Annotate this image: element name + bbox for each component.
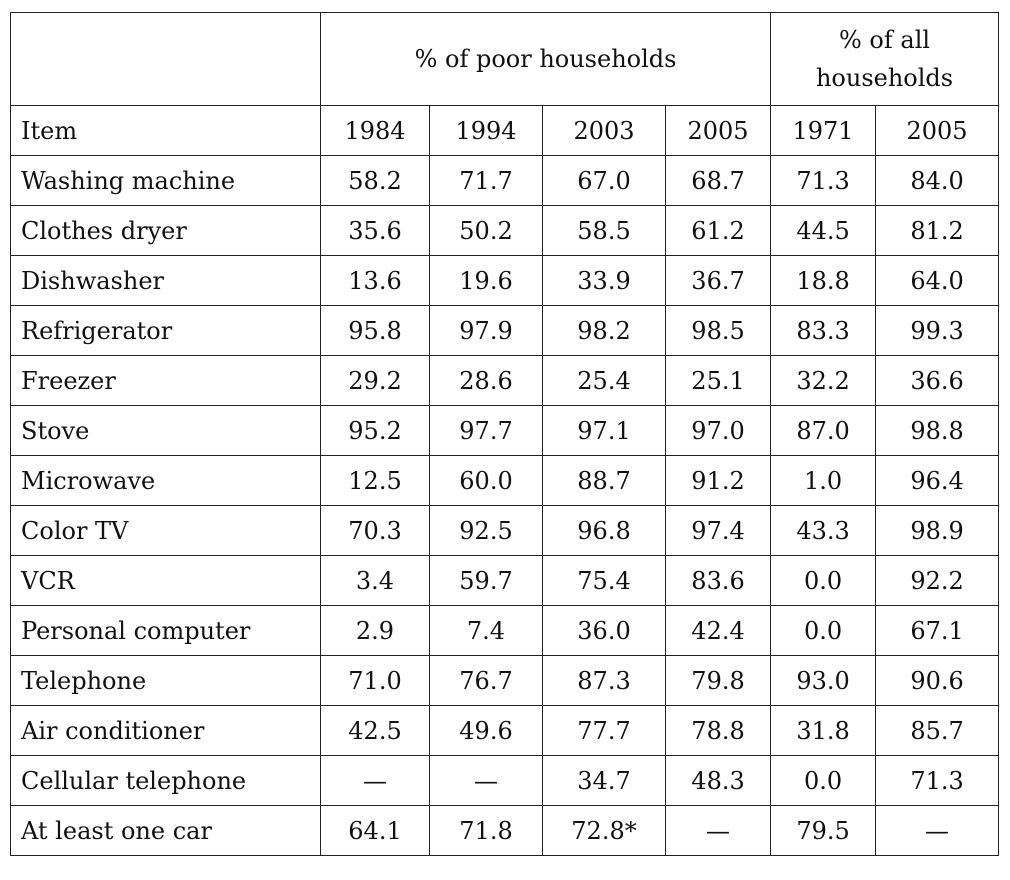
- year-header: 1971: [771, 106, 876, 156]
- value-cell: 58.5: [543, 206, 666, 256]
- value-cell: —: [666, 806, 771, 856]
- group-header-poor: % of poor households: [321, 13, 771, 106]
- value-cell: 71.0: [321, 656, 430, 706]
- blank-header-cell: [11, 13, 321, 106]
- value-cell: 77.7: [543, 706, 666, 756]
- value-cell: 12.5: [321, 456, 430, 506]
- value-cell: 7.4: [430, 606, 543, 656]
- value-cell: 1.0: [771, 456, 876, 506]
- value-cell: 13.6: [321, 256, 430, 306]
- value-cell: 71.8: [430, 806, 543, 856]
- value-cell: 78.8: [666, 706, 771, 756]
- item-column-header: Item: [11, 106, 321, 156]
- table-row: [11, 606, 999, 656]
- year-header: 2003: [543, 106, 666, 156]
- table-row: [11, 306, 999, 356]
- value-cell: —: [321, 756, 430, 806]
- value-cell: 95.2: [321, 406, 430, 456]
- value-cell: 36.6: [876, 356, 999, 406]
- value-cell: 42.4: [666, 606, 771, 656]
- value-cell: 36.7: [666, 256, 771, 306]
- value-cell: 92.2: [876, 556, 999, 606]
- value-cell: 49.6: [430, 706, 543, 756]
- value-cell: 71.3: [876, 756, 999, 806]
- value-cell: 59.7: [430, 556, 543, 606]
- value-cell: 75.4: [543, 556, 666, 606]
- value-cell: 76.7: [430, 656, 543, 706]
- value-cell: 33.9: [543, 256, 666, 306]
- value-cell: 3.4: [321, 556, 430, 606]
- table-row: [11, 556, 999, 606]
- value-cell: 97.1: [543, 406, 666, 456]
- value-cell: 87.0: [771, 406, 876, 456]
- group-header-row: [11, 13, 999, 106]
- value-cell: 99.3: [876, 306, 999, 356]
- value-cell: 83.6: [666, 556, 771, 606]
- table-row: [11, 506, 999, 556]
- value-cell: 93.0: [771, 656, 876, 706]
- item-name-cell: Freezer: [11, 356, 321, 406]
- value-cell: 79.8: [666, 656, 771, 706]
- value-cell: 71.7: [430, 156, 543, 206]
- value-cell: 64.1: [321, 806, 430, 856]
- value-cell: 2.9: [321, 606, 430, 656]
- item-name-cell: Clothes dryer: [11, 206, 321, 256]
- value-cell: 85.7: [876, 706, 999, 756]
- item-name-cell: Color TV: [11, 506, 321, 556]
- item-name-cell: Telephone: [11, 656, 321, 706]
- item-name-cell: Refrigerator: [11, 306, 321, 356]
- value-cell: 98.2: [543, 306, 666, 356]
- value-cell: 25.4: [543, 356, 666, 406]
- value-cell: —: [876, 806, 999, 856]
- item-name-cell: Cellular telephone: [11, 756, 321, 806]
- value-cell: 34.7: [543, 756, 666, 806]
- household-items-table: [10, 12, 999, 856]
- value-cell: 97.7: [430, 406, 543, 456]
- value-cell: 72.8*: [543, 806, 666, 856]
- value-cell: 18.8: [771, 256, 876, 306]
- value-cell: 88.7: [543, 456, 666, 506]
- value-cell: 64.0: [876, 256, 999, 306]
- value-cell: 92.5: [430, 506, 543, 556]
- value-cell: 70.3: [321, 506, 430, 556]
- table-row: [11, 756, 999, 806]
- value-cell: 98.5: [666, 306, 771, 356]
- value-cell: 67.0: [543, 156, 666, 206]
- value-cell: 96.4: [876, 456, 999, 506]
- value-cell: 79.5: [771, 806, 876, 856]
- year-header: 2005: [666, 106, 771, 156]
- value-cell: 58.2: [321, 156, 430, 206]
- year-header: 1994: [430, 106, 543, 156]
- value-cell: 68.7: [666, 156, 771, 206]
- column-header-row: [11, 106, 999, 156]
- value-cell: 44.5: [771, 206, 876, 256]
- year-header: 1984: [321, 106, 430, 156]
- value-cell: 42.5: [321, 706, 430, 756]
- value-cell: —: [430, 756, 543, 806]
- value-cell: 95.8: [321, 306, 430, 356]
- value-cell: 25.1: [666, 356, 771, 406]
- table-row: [11, 806, 999, 856]
- table-row: [11, 256, 999, 306]
- value-cell: 87.3: [543, 656, 666, 706]
- item-name-cell: Dishwasher: [11, 256, 321, 306]
- value-cell: 96.8: [543, 506, 666, 556]
- table-row: [11, 156, 999, 206]
- value-cell: 90.6: [876, 656, 999, 706]
- value-cell: 97.9: [430, 306, 543, 356]
- item-name-cell: Washing machine: [11, 156, 321, 206]
- table-row: [11, 406, 999, 456]
- year-header: 2005: [876, 106, 999, 156]
- value-cell: 71.3: [771, 156, 876, 206]
- item-name-cell: Microwave: [11, 456, 321, 506]
- value-cell: 19.6: [430, 256, 543, 306]
- item-name-cell: Personal computer: [11, 606, 321, 656]
- table-row: [11, 206, 999, 256]
- value-cell: 98.8: [876, 406, 999, 456]
- value-cell: 0.0: [771, 556, 876, 606]
- value-cell: 81.2: [876, 206, 999, 256]
- item-name-cell: At least one car: [11, 806, 321, 856]
- value-cell: 31.8: [771, 706, 876, 756]
- value-cell: 60.0: [430, 456, 543, 506]
- value-cell: 67.1: [876, 606, 999, 656]
- item-name-cell: Air conditioner: [11, 706, 321, 756]
- value-cell: 91.2: [666, 456, 771, 506]
- value-cell: 32.2: [771, 356, 876, 406]
- value-cell: 28.6: [430, 356, 543, 406]
- value-cell: 35.6: [321, 206, 430, 256]
- value-cell: 43.3: [771, 506, 876, 556]
- value-cell: 97.0: [666, 406, 771, 456]
- value-cell: 97.4: [666, 506, 771, 556]
- item-name-cell: Stove: [11, 406, 321, 456]
- table-row: [11, 456, 999, 506]
- table-row: [11, 356, 999, 406]
- group-header-all: % of all households: [771, 13, 999, 106]
- value-cell: 84.0: [876, 156, 999, 206]
- table-row: [11, 656, 999, 706]
- value-cell: 29.2: [321, 356, 430, 406]
- value-cell: 0.0: [771, 606, 876, 656]
- value-cell: 48.3: [666, 756, 771, 806]
- value-cell: 98.9: [876, 506, 999, 556]
- table-row: [11, 706, 999, 756]
- value-cell: 36.0: [543, 606, 666, 656]
- value-cell: 61.2: [666, 206, 771, 256]
- item-name-cell: VCR: [11, 556, 321, 606]
- value-cell: 0.0: [771, 756, 876, 806]
- value-cell: 83.3: [771, 306, 876, 356]
- value-cell: 50.2: [430, 206, 543, 256]
